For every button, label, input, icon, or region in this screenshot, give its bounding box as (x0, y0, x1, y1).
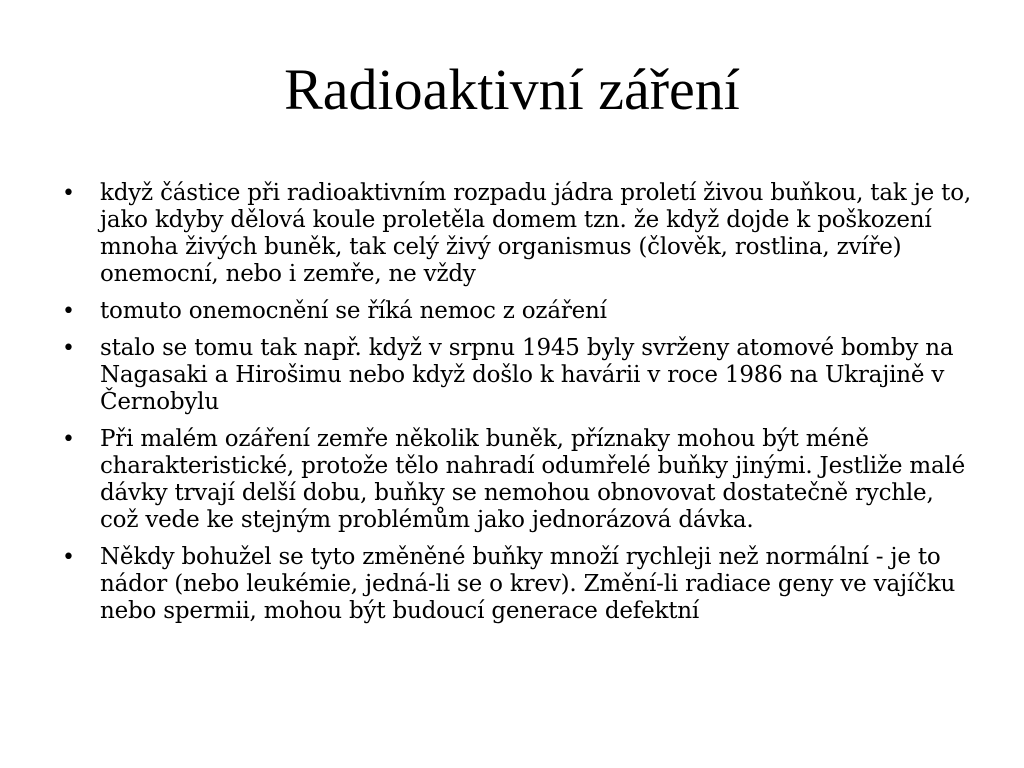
bullet-icon: • (62, 181, 75, 206)
bullet-text: Někdy bohužel se tyto změněné buňky množí rychleji než normální - je to nádor (nebo leukémie, jedná-li se o krev). Změní-li radiace geny ve vajíčku nebo spermii, mohou být budoucí generace defektní (100, 544, 956, 624)
list-item (62, 298, 972, 325)
list-item (62, 544, 972, 625)
bullet-icon: • (62, 545, 75, 570)
bullet-text: Při malém ozáření zemře několik buněk, příznaky mohou být méně charakteristické, protože tělo nahradí odumřelé buňky jinými. Jestliže malé dávky trvají delší dobu, buňky se nemohou obnovovat dostatečně rychle, což vede ke stejným problémům jako jednorázová dávka. (100, 426, 966, 533)
slide-title: Radioaktivní záření (284, 57, 740, 122)
bullet-text: tomuto onemocnění se říká nemoc z ozáření (100, 298, 607, 324)
list-item (62, 180, 972, 288)
list-item (62, 426, 972, 534)
bullet-icon: • (62, 427, 75, 452)
list-item (62, 335, 972, 416)
bullet-icon: • (62, 336, 75, 361)
bullet-list (62, 180, 972, 635)
bullet-text: když částice při radioaktivním rozpadu jádra proletí živou buňkou, tak je to, jako kdyby dělová koule proletěla domem tzn. že když dojde k poškození mnoha živých buněk, tak celý živý organismus (člověk, rostlina, zvíře) onemocní, nebo i zemře, ne vždy (100, 180, 971, 287)
bullet-text: stalo se tomu tak např. když v srpnu 1945 byly svrženy atomové bomby na Nagasaki a Hirošimu nebo když došlo k havárii v roce 1986 na Ukrajině v Černobylu (100, 335, 954, 415)
bullet-icon: • (62, 299, 75, 324)
